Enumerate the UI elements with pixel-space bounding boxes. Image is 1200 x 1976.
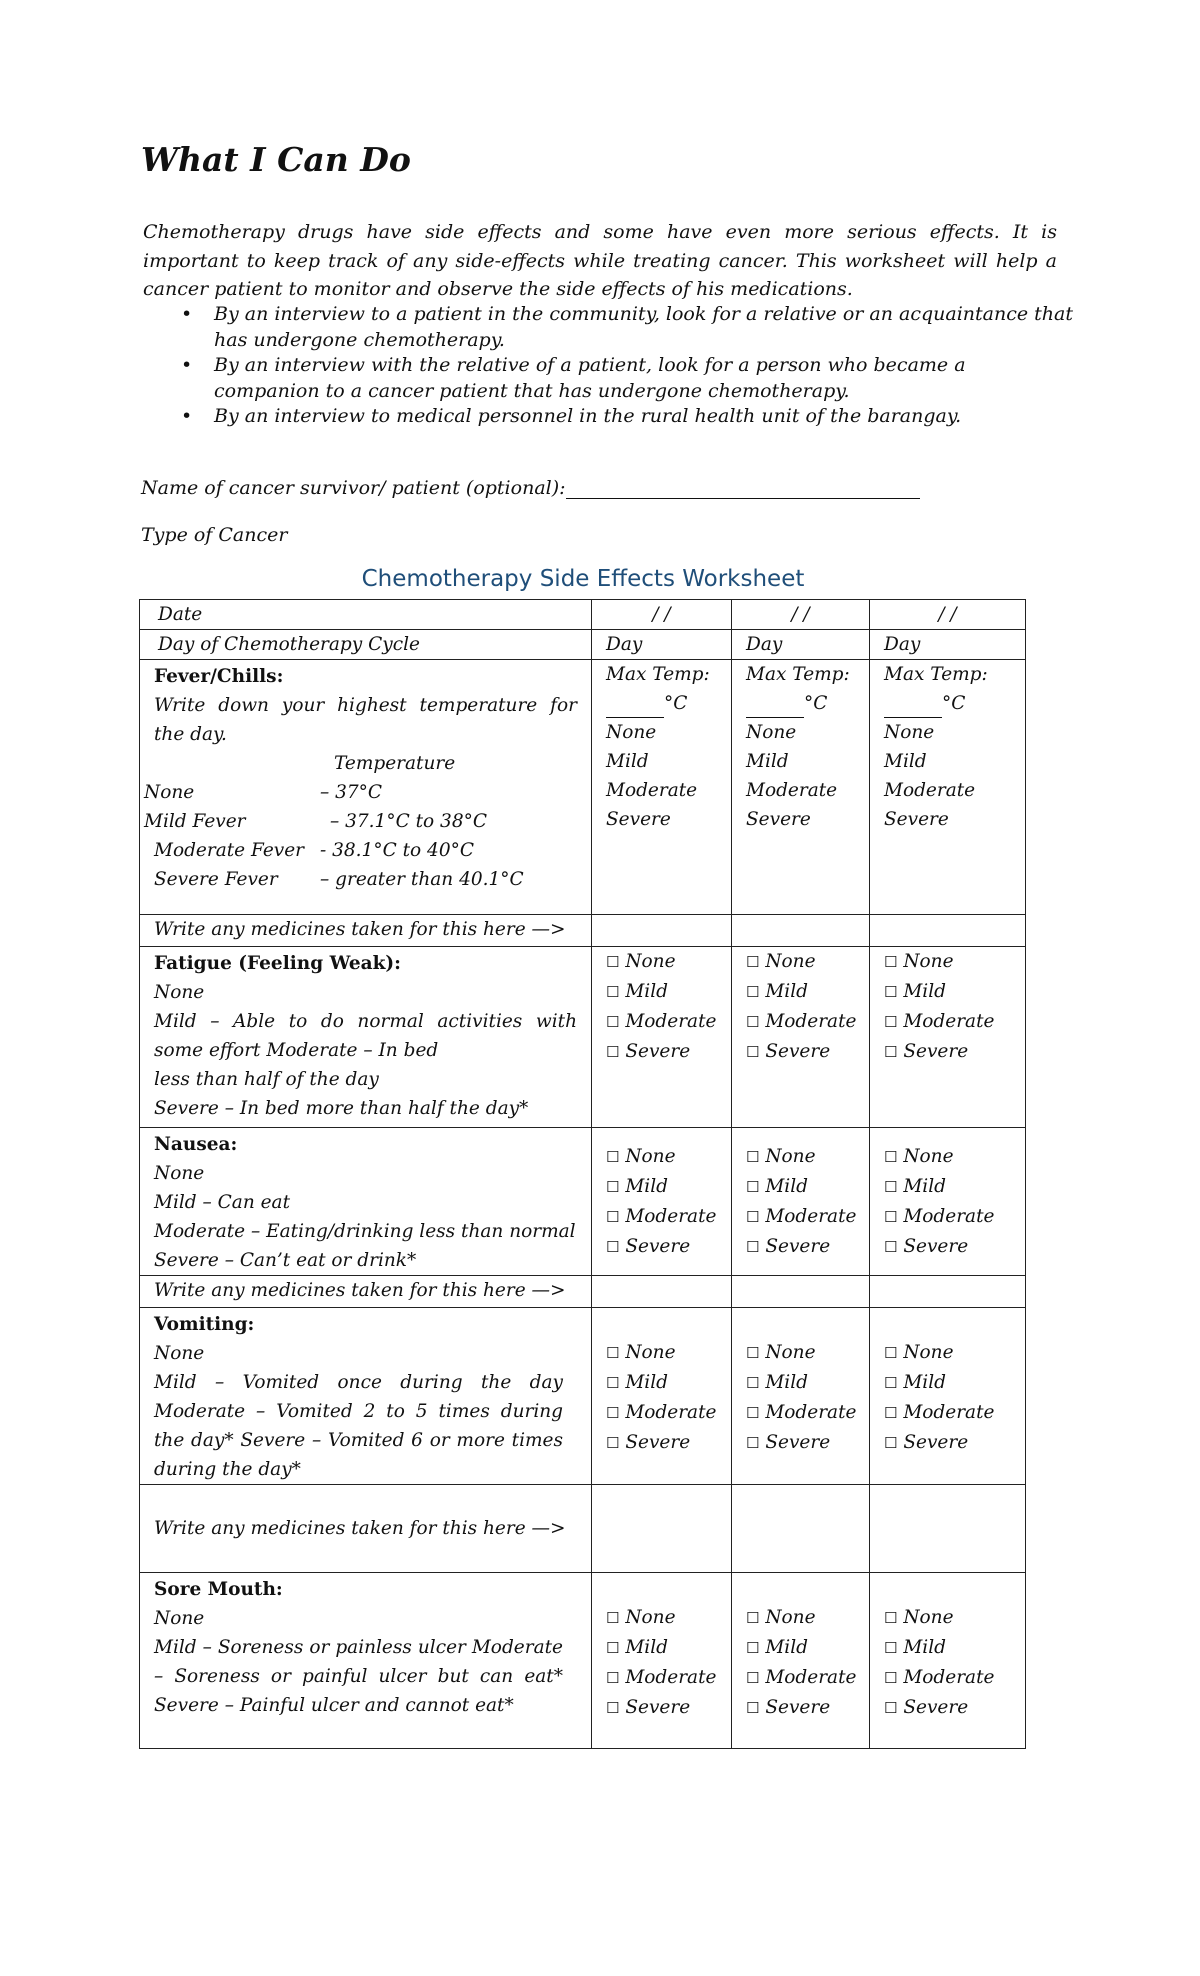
checkbox-icon[interactable]: ☐: [746, 1404, 760, 1422]
vomiting-heading: Vomiting:: [154, 1314, 255, 1335]
checkbox-icon[interactable]: ☐: [606, 1344, 620, 1362]
severity-option[interactable]: Severe: [606, 809, 671, 830]
medicine-prompt: Write any medicines taken for this here —>: [140, 915, 592, 947]
temp-level-name: Mild Fever: [144, 811, 246, 832]
checkbox-option[interactable]: ☐ Moderate: [746, 1206, 857, 1227]
checkbox-icon[interactable]: ☐: [606, 1609, 620, 1627]
checkbox-icon[interactable]: ☐: [884, 1013, 898, 1031]
table-row: [140, 660, 1026, 915]
checkbox-icon[interactable]: ☐: [884, 1639, 898, 1657]
table-row: [140, 915, 1026, 947]
fatigue-day-3: [870, 947, 1026, 1128]
severity-option[interactable]: Moderate: [746, 780, 838, 801]
temp-level-range: – 37.1°C to 38°C: [330, 811, 488, 832]
survivor-name-blank[interactable]: [566, 478, 920, 499]
temp-level-range: - 38.1°C to 40°C: [320, 840, 475, 861]
table-row: [140, 1128, 1026, 1276]
checkbox-icon[interactable]: ☐: [884, 983, 898, 1001]
temp-level-range: – 37°C: [320, 782, 383, 803]
max-temp-blank[interactable]: [884, 699, 942, 718]
severity-desc: None: [154, 1163, 205, 1184]
list-item: • By an interview with the relative of a patient, look for a person who became a companion to a cancer patient that has undergone chemotherapy.: [143, 353, 1073, 404]
checkbox-option[interactable]: ☐ None: [746, 951, 816, 972]
checkbox-icon[interactable]: ☐: [746, 1208, 760, 1226]
nausea-description: [140, 1128, 592, 1276]
table-row: [140, 947, 1026, 1128]
checkbox-option[interactable]: ☐ None: [884, 1607, 954, 1628]
checkbox-icon[interactable]: ☐: [606, 1699, 620, 1717]
checkbox-icon[interactable]: ☐: [606, 1374, 620, 1392]
checkbox-option[interactable]: ☐ Mild: [746, 1176, 808, 1197]
checkbox-option[interactable]: ☐ Severe: [746, 1697, 831, 1718]
checkbox-icon[interactable]: ☐: [746, 1043, 760, 1061]
severity-option[interactable]: Mild: [884, 751, 927, 772]
table-row: [140, 1573, 1026, 1749]
severity-option[interactable]: Severe: [746, 809, 811, 830]
day-cell[interactable]: Day: [592, 630, 732, 660]
checkbox-option[interactable]: ☐ Severe: [884, 1432, 969, 1453]
temp-level-name: Severe Fever: [154, 869, 278, 890]
checkbox-icon[interactable]: ☐: [746, 1178, 760, 1196]
checkbox-option[interactable]: ☐ None: [746, 1146, 816, 1167]
fever-day-1[interactable]: [592, 660, 732, 915]
nausea-day-1: [592, 1128, 732, 1276]
checkbox-icon[interactable]: ☐: [606, 1434, 620, 1452]
severity-desc: None: [154, 1343, 205, 1364]
checkbox-option[interactable]: ☐ Severe: [606, 1432, 691, 1453]
sore-mouth-day-2: [732, 1573, 870, 1749]
checkbox-option[interactable]: ☐ Mild: [884, 1176, 946, 1197]
checkbox-icon[interactable]: ☐: [884, 1404, 898, 1422]
checkbox-option[interactable]: ☐ Severe: [884, 1697, 969, 1718]
fever-heading: Fever/Chills:: [154, 666, 284, 687]
checkbox-option[interactable]: ☐ None: [746, 1342, 816, 1363]
fatigue-description: [140, 947, 592, 1128]
temp-unit: °C: [804, 693, 828, 714]
checkbox-option[interactable]: ☐ None: [746, 1607, 816, 1628]
side-effects-table: [139, 599, 1026, 1749]
date-value[interactable]: / /: [592, 600, 732, 630]
temp-level-name: None: [144, 782, 195, 803]
checkbox-option[interactable]: ☐ None: [606, 1607, 676, 1628]
checkbox-icon[interactable]: ☐: [884, 1374, 898, 1392]
vomiting-day-2: [732, 1308, 870, 1485]
list-item: • By an interview to a patient in the community, look for a relative or an acquaintance that has undergone chemotherapy.: [143, 302, 1073, 353]
intro-paragraph: Chemotherapy drugs have side effects and some have even more serious effects. It is important to keep track of any side-effects while treating cancer. This worksheet will help a cancer patient to monitor and observe the side effects of his medications.: [143, 221, 1057, 300]
checkbox-option[interactable]: ☐ Severe: [606, 1041, 691, 1062]
checkbox-icon[interactable]: ☐: [746, 1344, 760, 1362]
checkbox-icon[interactable]: ☐: [746, 1013, 760, 1031]
sore-mouth-description: [140, 1573, 592, 1749]
sore-mouth-day-1: [592, 1573, 732, 1749]
checkbox-icon[interactable]: ☐: [746, 953, 760, 971]
cycle-label: Day of Chemotherapy Cycle: [140, 630, 592, 660]
checkbox-icon[interactable]: ☐: [606, 1404, 620, 1422]
checkbox-icon[interactable]: ☐: [884, 1208, 898, 1226]
checkbox-icon[interactable]: ☐: [746, 1374, 760, 1392]
survivor-name-field: [141, 477, 920, 499]
checkbox-option[interactable]: ☐ Mild: [746, 981, 808, 1002]
severity-desc: less than half of the day: [154, 1069, 379, 1090]
medicine-cell[interactable]: [732, 1485, 870, 1573]
checkbox-icon[interactable]: ☐: [884, 953, 898, 971]
checkbox-option[interactable]: ☐ Mild: [606, 981, 668, 1002]
date-label: Date: [140, 600, 592, 630]
medicine-cell[interactable]: [592, 1485, 732, 1573]
checkbox-option[interactable]: ☐ Severe: [606, 1697, 691, 1718]
checkbox-icon[interactable]: ☐: [606, 1043, 620, 1061]
checkbox-option[interactable]: ☐ Moderate: [884, 1206, 995, 1227]
checkbox-option[interactable]: ☐ Severe: [606, 1236, 691, 1257]
temperature-header: Temperature: [334, 753, 456, 774]
max-temp-blank[interactable]: [606, 699, 664, 718]
table-row: [140, 1276, 1026, 1308]
checkbox-option[interactable]: ☐ Moderate: [884, 1667, 995, 1688]
vomiting-day-1: [592, 1308, 732, 1485]
severity-desc: Mild – Vomited once during the day Moderate – Vomited 2 to 5 times during the day* Severe – Vomited 6 or more times during the day*: [154, 1372, 563, 1480]
medicine-prompt: Write any medicines taken for this here —>: [140, 1276, 592, 1308]
checkbox-option[interactable]: ☐ Moderate: [884, 1402, 995, 1423]
page-title: What I Can Do: [141, 140, 411, 179]
sore-mouth-heading: Sore Mouth:: [154, 1579, 283, 1600]
nausea-heading: Nausea:: [154, 1134, 238, 1155]
checkbox-option[interactable]: ☐ None: [884, 1146, 954, 1167]
checkbox-option[interactable]: ☐ Mild: [606, 1176, 668, 1197]
severity-option[interactable]: Moderate: [884, 780, 976, 801]
checkbox-icon[interactable]: ☐: [606, 1238, 620, 1256]
medicine-cell[interactable]: [870, 1485, 1026, 1573]
severity-desc: Mild – Can eat: [154, 1192, 291, 1213]
cancer-type-label: Type of Cancer: [141, 524, 288, 546]
checkbox-icon[interactable]: ☐: [746, 1639, 760, 1657]
checkbox-icon[interactable]: ☐: [746, 1238, 760, 1256]
checkbox-icon[interactable]: ☐: [884, 1434, 898, 1452]
checkbox-icon[interactable]: ☐: [606, 953, 620, 971]
vomiting-description: [140, 1308, 592, 1485]
temp-unit: °C: [664, 693, 688, 714]
table-row: [140, 1485, 1026, 1573]
nausea-day-2: [732, 1128, 870, 1276]
checkbox-icon[interactable]: ☐: [746, 1609, 760, 1627]
temp-level-row: [144, 778, 591, 807]
checkbox-option[interactable]: ☐ Mild: [884, 1637, 946, 1658]
checkbox-option[interactable]: ☐ Moderate: [606, 1011, 717, 1032]
fatigue-heading: Fatigue (Feeling Weak):: [154, 953, 402, 974]
medicine-cell[interactable]: [732, 915, 870, 947]
checkbox-option[interactable]: ☐ Severe: [746, 1432, 831, 1453]
checkbox-icon[interactable]: ☐: [884, 1238, 898, 1256]
severity-option[interactable]: None: [606, 722, 657, 743]
fever-description: [140, 660, 592, 915]
table-row: [140, 1308, 1026, 1485]
nausea-day-3: [870, 1128, 1026, 1276]
checkbox-option[interactable]: ☐ Severe: [884, 1041, 969, 1062]
severity-desc: Mild – Soreness or painless ulcer Moderate – Soreness or painful ulcer but can eat* Severe – Painful ulcer and cannot eat*: [154, 1637, 563, 1716]
max-temp-blank[interactable]: [746, 699, 804, 718]
checkbox-option[interactable]: ☐ Moderate: [606, 1667, 717, 1688]
temp-level-row: [154, 865, 591, 894]
severity-option[interactable]: Severe: [884, 809, 949, 830]
severity-option[interactable]: Mild: [606, 751, 649, 772]
temp-level-row: [154, 836, 591, 865]
checkbox-option[interactable]: ☐ Mild: [884, 981, 946, 1002]
max-temp-label: Max Temp:: [884, 664, 988, 685]
temp-unit: °C: [942, 693, 966, 714]
checkbox-option[interactable]: ☐ Moderate: [746, 1402, 857, 1423]
checkbox-option[interactable]: ☐ Mild: [606, 1637, 668, 1658]
medicine-cell[interactable]: [592, 915, 732, 947]
sore-mouth-day-3: [870, 1573, 1026, 1749]
checkbox-option[interactable]: ☐ None: [884, 1342, 954, 1363]
worksheet-title: Chemotherapy Side Effects Worksheet: [361, 566, 805, 592]
temp-level-range: – greater than 40.1°C: [320, 869, 524, 890]
fever-instructions: Write down your highest temperature for the day.: [154, 695, 577, 745]
checkbox-icon[interactable]: ☐: [884, 1669, 898, 1687]
medicine-prompt: Write any medicines taken for this here —>: [140, 1485, 592, 1573]
checkbox-icon[interactable]: ☐: [746, 1148, 760, 1166]
fever-day-2[interactable]: [732, 660, 870, 915]
date-value[interactable]: / /: [732, 600, 870, 630]
checkbox-icon[interactable]: ☐: [606, 1208, 620, 1226]
checkbox-option[interactable]: ☐ None: [884, 951, 954, 972]
checkbox-option[interactable]: ☐ Mild: [746, 1637, 808, 1658]
table-row: [140, 630, 1026, 660]
checkbox-icon[interactable]: ☐: [884, 1148, 898, 1166]
survivor-label: Name of cancer survivor/ patient (optional):: [141, 477, 566, 499]
checkbox-option[interactable]: ☐ Severe: [884, 1236, 969, 1257]
table-row: [140, 600, 1026, 630]
checkbox-option[interactable]: ☐ Moderate: [884, 1011, 995, 1032]
checkbox-option[interactable]: ☐ None: [606, 1342, 676, 1363]
checkbox-icon[interactable]: ☐: [746, 1699, 760, 1717]
severity-desc: Mild – Able to do normal activities with some effort Moderate – In bed: [154, 1011, 577, 1061]
instructions-list: [143, 302, 1073, 430]
severity-desc: Severe – In bed more than half the day*: [154, 1098, 529, 1119]
checkbox-option[interactable]: ☐ Moderate: [606, 1206, 717, 1227]
checkbox-icon[interactable]: ☐: [884, 1178, 898, 1196]
severity-option[interactable]: Moderate: [606, 780, 698, 801]
fatigue-day-2: [732, 947, 870, 1128]
checkbox-icon[interactable]: ☐: [884, 1609, 898, 1627]
checkbox-option[interactable]: ☐ None: [606, 951, 676, 972]
date-value[interactable]: / /: [870, 600, 1026, 630]
fever-day-3[interactable]: [870, 660, 1026, 915]
severity-desc: Severe – Can’t eat or drink*: [154, 1250, 417, 1271]
severity-option[interactable]: None: [884, 722, 935, 743]
severity-option[interactable]: Mild: [746, 751, 789, 772]
severity-option[interactable]: None: [746, 722, 797, 743]
max-temp-label: Max Temp:: [606, 664, 710, 685]
checkbox-option[interactable]: ☐ None: [606, 1146, 676, 1167]
day-cell[interactable]: Day: [732, 630, 870, 660]
checkbox-icon[interactable]: ☐: [606, 1639, 620, 1657]
checkbox-icon[interactable]: ☐: [606, 983, 620, 1001]
temp-level-name: Moderate Fever: [154, 840, 305, 861]
severity-desc: Moderate – Eating/drinking less than normal: [154, 1221, 576, 1242]
day-cell[interactable]: Day: [870, 630, 1026, 660]
checkbox-icon[interactable]: ☐: [746, 1669, 760, 1687]
medicine-cell[interactable]: [870, 915, 1026, 947]
medicine-cell[interactable]: [732, 1276, 870, 1308]
checkbox-icon[interactable]: ☐: [606, 1669, 620, 1687]
checkbox-icon[interactable]: ☐: [746, 983, 760, 1001]
checkbox-icon[interactable]: ☐: [606, 1013, 620, 1031]
checkbox-icon[interactable]: ☐: [884, 1344, 898, 1362]
severity-desc: None: [154, 1608, 205, 1629]
checkbox-option[interactable]: ☐ Moderate: [746, 1667, 857, 1688]
checkbox-option[interactable]: ☐ Mild: [606, 1372, 668, 1393]
checkbox-icon[interactable]: ☐: [606, 1178, 620, 1196]
checkbox-option[interactable]: ☐ Mild: [746, 1372, 808, 1393]
list-item: • By an interview to medical personnel in the rural health unit of the barangay.: [143, 404, 1073, 430]
temp-level-row: [144, 807, 591, 836]
severity-desc: None: [154, 982, 205, 1003]
medicine-cell[interactable]: [870, 1276, 1026, 1308]
checkbox-icon[interactable]: ☐: [884, 1043, 898, 1061]
checkbox-icon[interactable]: ☐: [606, 1148, 620, 1166]
checkbox-option[interactable]: ☐ Severe: [746, 1041, 831, 1062]
checkbox-option[interactable]: ☐ Mild: [884, 1372, 946, 1393]
fatigue-day-1: [592, 947, 732, 1128]
medicine-cell[interactable]: [592, 1276, 732, 1308]
vomiting-day-3: [870, 1308, 1026, 1485]
checkbox-icon[interactable]: ☐: [746, 1434, 760, 1452]
max-temp-label: Max Temp:: [746, 664, 850, 685]
checkbox-icon[interactable]: ☐: [884, 1699, 898, 1717]
checkbox-option[interactable]: ☐ Severe: [746, 1236, 831, 1257]
checkbox-option[interactable]: ☐ Moderate: [606, 1402, 717, 1423]
checkbox-option[interactable]: ☐ Moderate: [746, 1011, 857, 1032]
